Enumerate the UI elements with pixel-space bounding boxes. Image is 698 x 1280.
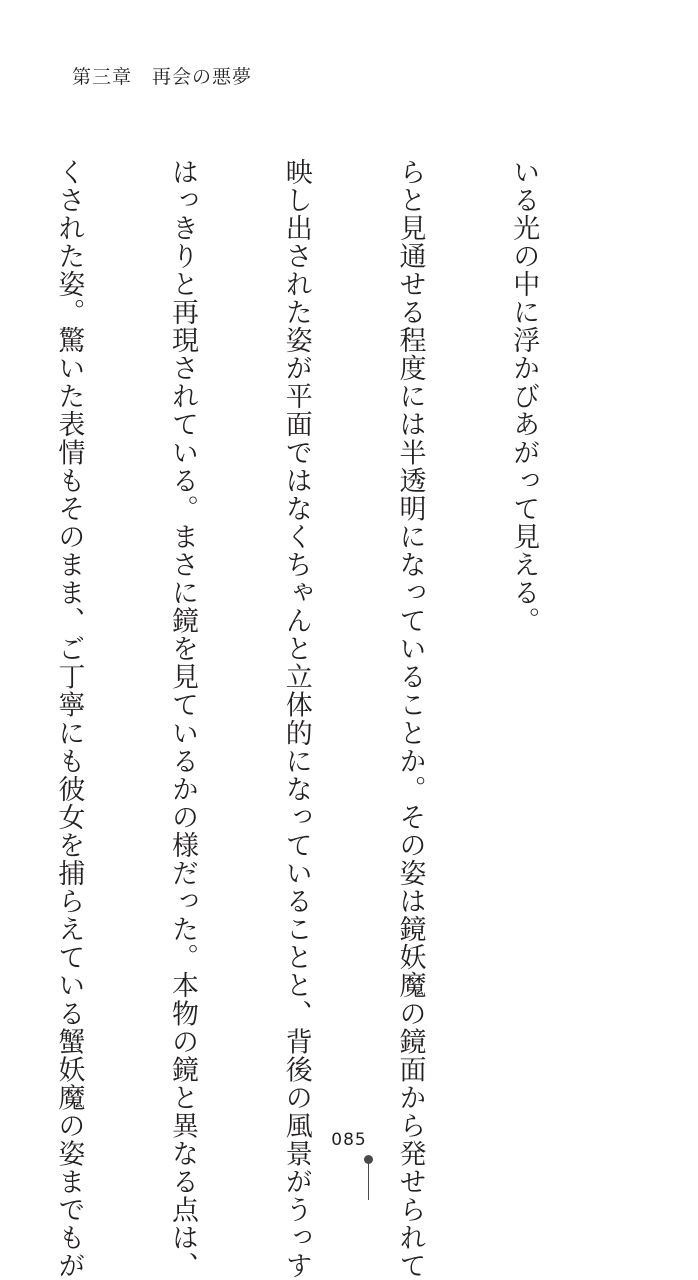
text-line: くされた姿。驚いた表情もそのまま、ご丁寧にも彼女を捕らえている蟹妖魔の姿までもが <box>53 158 85 1280</box>
page-number: 085 <box>331 1130 367 1150</box>
text-line: いる光の中に浮かびあがって見える。 <box>508 158 540 635</box>
text-line: はっきりと再現されている。まさに鏡を見ているかの様だった。本物の鏡と異なる点は、 <box>167 158 199 1280</box>
running-head-chapter-title: 第三章 再会の悪夢 <box>72 66 253 88</box>
folio-marker-line <box>368 1164 369 1200</box>
folio-marker-dot <box>364 1155 373 1164</box>
text-line: 映し出された姿が平面ではなくちゃんと立体的になっていることと、背後の風景がうっす <box>280 158 312 1280</box>
text-line: らと見通せる程度には半透明になっていることか。その姿は鏡妖魔の鏡面から発せられて <box>394 158 426 1280</box>
